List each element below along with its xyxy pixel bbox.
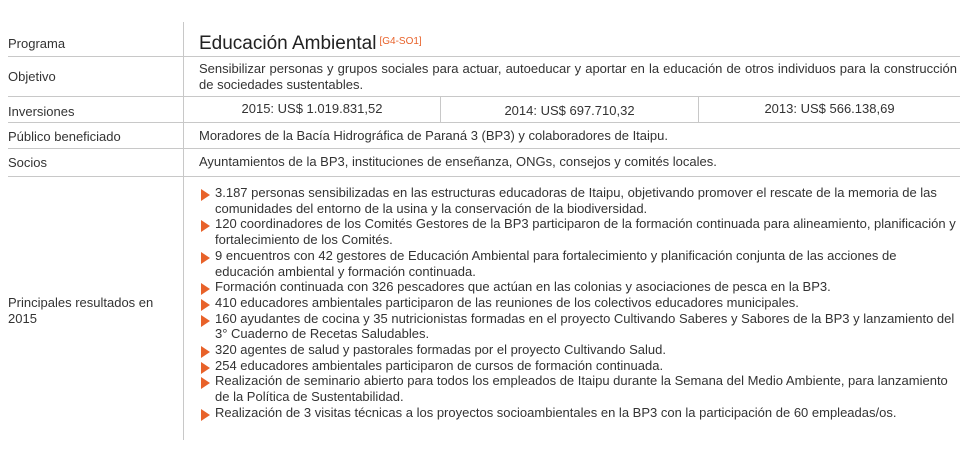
triangle-bullet-icon <box>201 283 210 295</box>
result-item <box>199 185 959 216</box>
label-programa: Programa <box>8 36 66 51</box>
investment-2013: 2013: US$ 566.138,69 <box>764 101 895 116</box>
label-inversiones: Inversiones <box>8 104 75 119</box>
result-item <box>199 358 959 374</box>
result-text: Realización de 3 visitas técnicas a los proyectos socioambientales en la BP3 con la participación de 60 empleadas/os. <box>215 404 897 420</box>
result-text: 9 encuentros con 42 gestores de Educación Ambiental para fortalecimiento y planificación conjunta de las acciones de educación ambiental y formación continuada. <box>215 247 897 279</box>
row-divider <box>8 176 960 177</box>
label-publico: Público beneficiado <box>8 129 121 144</box>
row-divider <box>8 56 960 57</box>
result-item <box>199 405 959 421</box>
objetivo-text: Sensibilizar personas y grupos sociales para actuar, autoeducar y aportar en la educación de otros individuos para la construcción de sociedades sustentables. <box>199 61 957 92</box>
triangle-bullet-icon <box>201 189 210 201</box>
row-divider <box>8 96 960 97</box>
result-item <box>199 295 959 311</box>
row-divider <box>8 122 960 123</box>
result-text: 120 coordinadores de los Comités Gestores de la BP3 participaron de la formación continuada para alineamiento, planificación y fortalecimiento de los Comités. <box>215 216 956 248</box>
result-text: 410 educadores ambientales participaron de las reuniones de los colectivos educadores municipales. <box>215 294 799 310</box>
result-text: 160 ayudantes de cocina y 35 nutricionistas formadas en el proyecto Cultivando Saberes y Sabores de la BP3 y lanzamiento del 3° Cuaderno de Recetas Saludables. <box>215 310 955 342</box>
result-text: 254 educadores ambientales participaron de cursos de formación continuada. <box>215 357 664 373</box>
result-item <box>199 279 959 295</box>
result-item <box>199 342 959 358</box>
triangle-bullet-icon <box>201 362 210 374</box>
result-text: 3.187 personas sensibilizadas en las estructuras educadoras de Itaipu, objetivando promover el rescate de la memoria de las comunidades del entorno de la usina y la conservación de la biodiversidad. <box>215 185 937 216</box>
label-resultados: Principales resultados en 2015 <box>8 295 154 326</box>
triangle-bullet-icon <box>201 315 210 327</box>
publico-text: Moradores de la Bacía Hidrográfica de Paraná 3 (BP3) y colaboradores de Itaipu. <box>199 128 668 143</box>
socios-text: Ayuntamientos de la BP3, instituciones de enseñanza, ONGs, consejos y comités locales. <box>199 154 717 169</box>
triangle-bullet-icon <box>201 252 210 264</box>
label-objetivo: Objetivo <box>8 69 56 84</box>
triangle-bullet-icon <box>201 377 210 389</box>
investment-2015: 2015: US$ 1.019.831,52 <box>241 101 383 116</box>
result-item <box>199 311 959 342</box>
result-text: 320 agentes de salud y pastorales formadas por el proyecto Cultivando Salud. <box>215 342 666 358</box>
investment-2014: 2014: US$ 697.710,32 <box>504 103 635 118</box>
label-socios: Socios <box>8 155 48 170</box>
program-tag: [G4-SO1] <box>379 36 422 47</box>
row-divider <box>8 148 960 149</box>
triangle-bullet-icon <box>201 299 210 311</box>
result-item <box>199 248 959 279</box>
program-title-text: Educación Ambiental <box>199 33 377 54</box>
result-item <box>199 373 959 404</box>
result-text: Formación continuada con 326 pescadores que actúan en las colonias y asociaciones de pesca en la BP3. <box>215 279 831 295</box>
column-divider <box>183 22 184 440</box>
triangle-bullet-icon <box>201 409 210 421</box>
triangle-bullet-icon <box>201 346 210 358</box>
result-item <box>199 216 959 247</box>
triangle-bullet-icon <box>201 220 210 232</box>
result-text: Realización de seminario abierto para todos los empleados de Itaipu durante la Semana del Medio Ambiente, para lanzamiento de la Política de Sustentabilidad. <box>215 373 948 405</box>
program-title <box>199 30 422 56</box>
results-list <box>199 185 959 421</box>
